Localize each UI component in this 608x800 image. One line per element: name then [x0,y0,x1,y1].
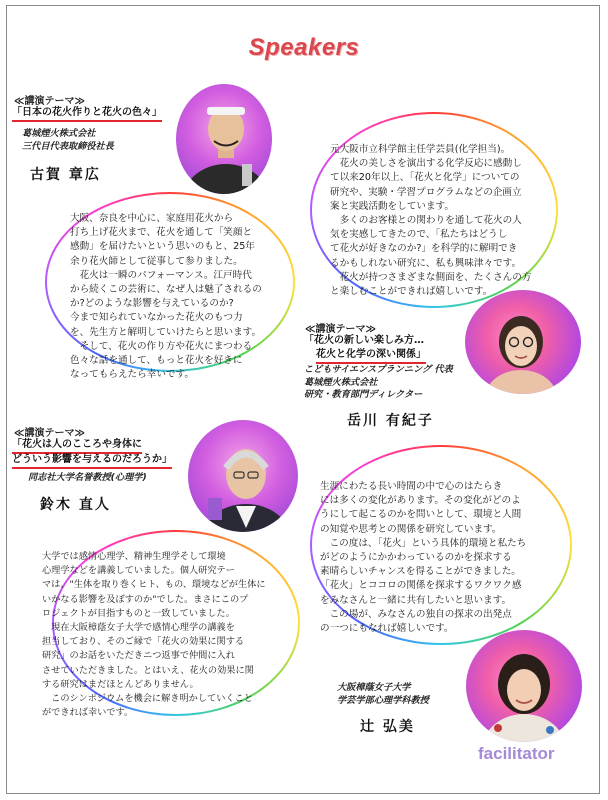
affiliation-tsuji: 大阪樟蔭女子大学 学芸学部心理学科教授 [337,682,429,706]
affiliation-takekawa: こどもサイエンスプランニング 代表 葛城煙火株式会社 研究・教育部門ディレクター [304,364,453,400]
person-portrait-icon [466,630,582,742]
theme-title-suzuki-2: どういう影響を与えるのだろうか」 [12,453,172,469]
bio-text-koga: 大阪、奈良を中心に、家庭用花火から 打ち上げ花火まで、花火を通して「笑顔と 感動」を届けたいという思いのもと、25年 余り花火師として従事して参りました。 花火は一瞬のパフォーマンス。江戸時代 から続くこの芸術に、なぜ人は魅了されるの か?どのような影響を与えているのか? 今まで知られていなかった花火のもつ力 を、先生方と解明していけたらと思います。 そして、花火の作り方や花火にまつわる 色々な話を通して、もっと花火を好きに なってもらえたら幸いです。 [70,213,262,381]
person-portrait-icon [188,420,298,532]
speaker-name-koga: 古賀 章広 [30,167,101,183]
photo-koga [176,84,272,194]
speaker-name-tsuji: 辻 弘美 [360,719,415,735]
theme-label-takekawa: ≪講演テーマ≫ [305,324,376,335]
facilitator-label: facilitator [478,744,555,763]
person-portrait-icon [465,290,581,394]
theme-title-takekawa-1: 「花火の新しい楽しみ方… [304,335,424,346]
page-title: Speakers [248,34,360,61]
bio-text-suzuki: 大学では感情心理学、精神生理学そして環境 心理学などを講義していました。個人研究テー マは、"生体を取り巻くヒト、もの、環境などが生体に いかなる影響を及ぼすのか"でした。まさにこのプ ロジェクトが目指すものと一致していました。 現在大阪樟蔭女子大学で感情心理学の講義を 担当しており、そのご縁で「花火の効果に関する 研究」のお話をいただきニつ返事で仲間に入れ させていただきました。とはいえ、花火の効果に関 する研究はまだほとんどありません。 このシンポジウムを機会に解き明かしていくこと ができれば幸いです。 [42,551,266,719]
theme-title-koga: 「日本の花火作りと花火の色々」 [12,106,162,122]
speaker-name-suzuki: 鈴木 直人 [40,497,111,513]
bio-text-takekawa: 元大阪市立科学館主任学芸員(化学担当)。 花火の美しさを演出する化学反応に感動し て以来20年以上、「花火と化学」についての 研究や、実験・学習プログラムなどの企画立 案と実践活動をしています。 多くのお客様との関わりを通して花火の人 気を実感してきたので、「私たちはどうし て花火が好きなのか?」を科学的に解明でき るかもしれない研究に、私も興味津々です。 花火が持つさまざまな側面を、たくさんの方 と楽しむことができれば嬉しいです。 [330,144,532,298]
theme-title-takekawa-2: 花火と化学の深い関係」 [316,348,426,364]
affiliation-suzuki: 同志社大学名誉教授(心理学) [28,472,147,483]
theme-label-suzuki: ≪講演テーマ≫ [14,428,85,439]
theme-title-suzuki-1: 「花火は人のこころや身体に [12,438,142,454]
person-portrait-icon [176,84,272,194]
photo-suzuki [188,420,298,532]
speaker-name-takekawa: 岳川 有紀子 [347,413,434,429]
affiliation-koga: 葛城煙火株式会社 三代目代表取締役社長 [22,128,114,152]
theme-label-koga: ≪講演テーマ≫ [14,96,85,107]
photo-takekawa [465,290,581,394]
photo-tsuji [466,630,582,742]
bio-text-tsuji: 生涯にわたる長い時間の中で心のはたらき には多くの変化があります。その変化がどのよ うにして起こるのかを問いとして、環境と人間 の知覚や思考との関係を研究しています。 この度は、「花火」という具体的環境と私たち がどのようにかかわっているのかを探求する 素晴らしいチャンスを得ることができました。 「花火」とココロの関係を探求するワクワク感 をみなさんと一緒に共有したいと思います。 この場が、みなさんの独自の探求の出発点 の一つにもなれば嬉しいです。 [320,481,527,635]
